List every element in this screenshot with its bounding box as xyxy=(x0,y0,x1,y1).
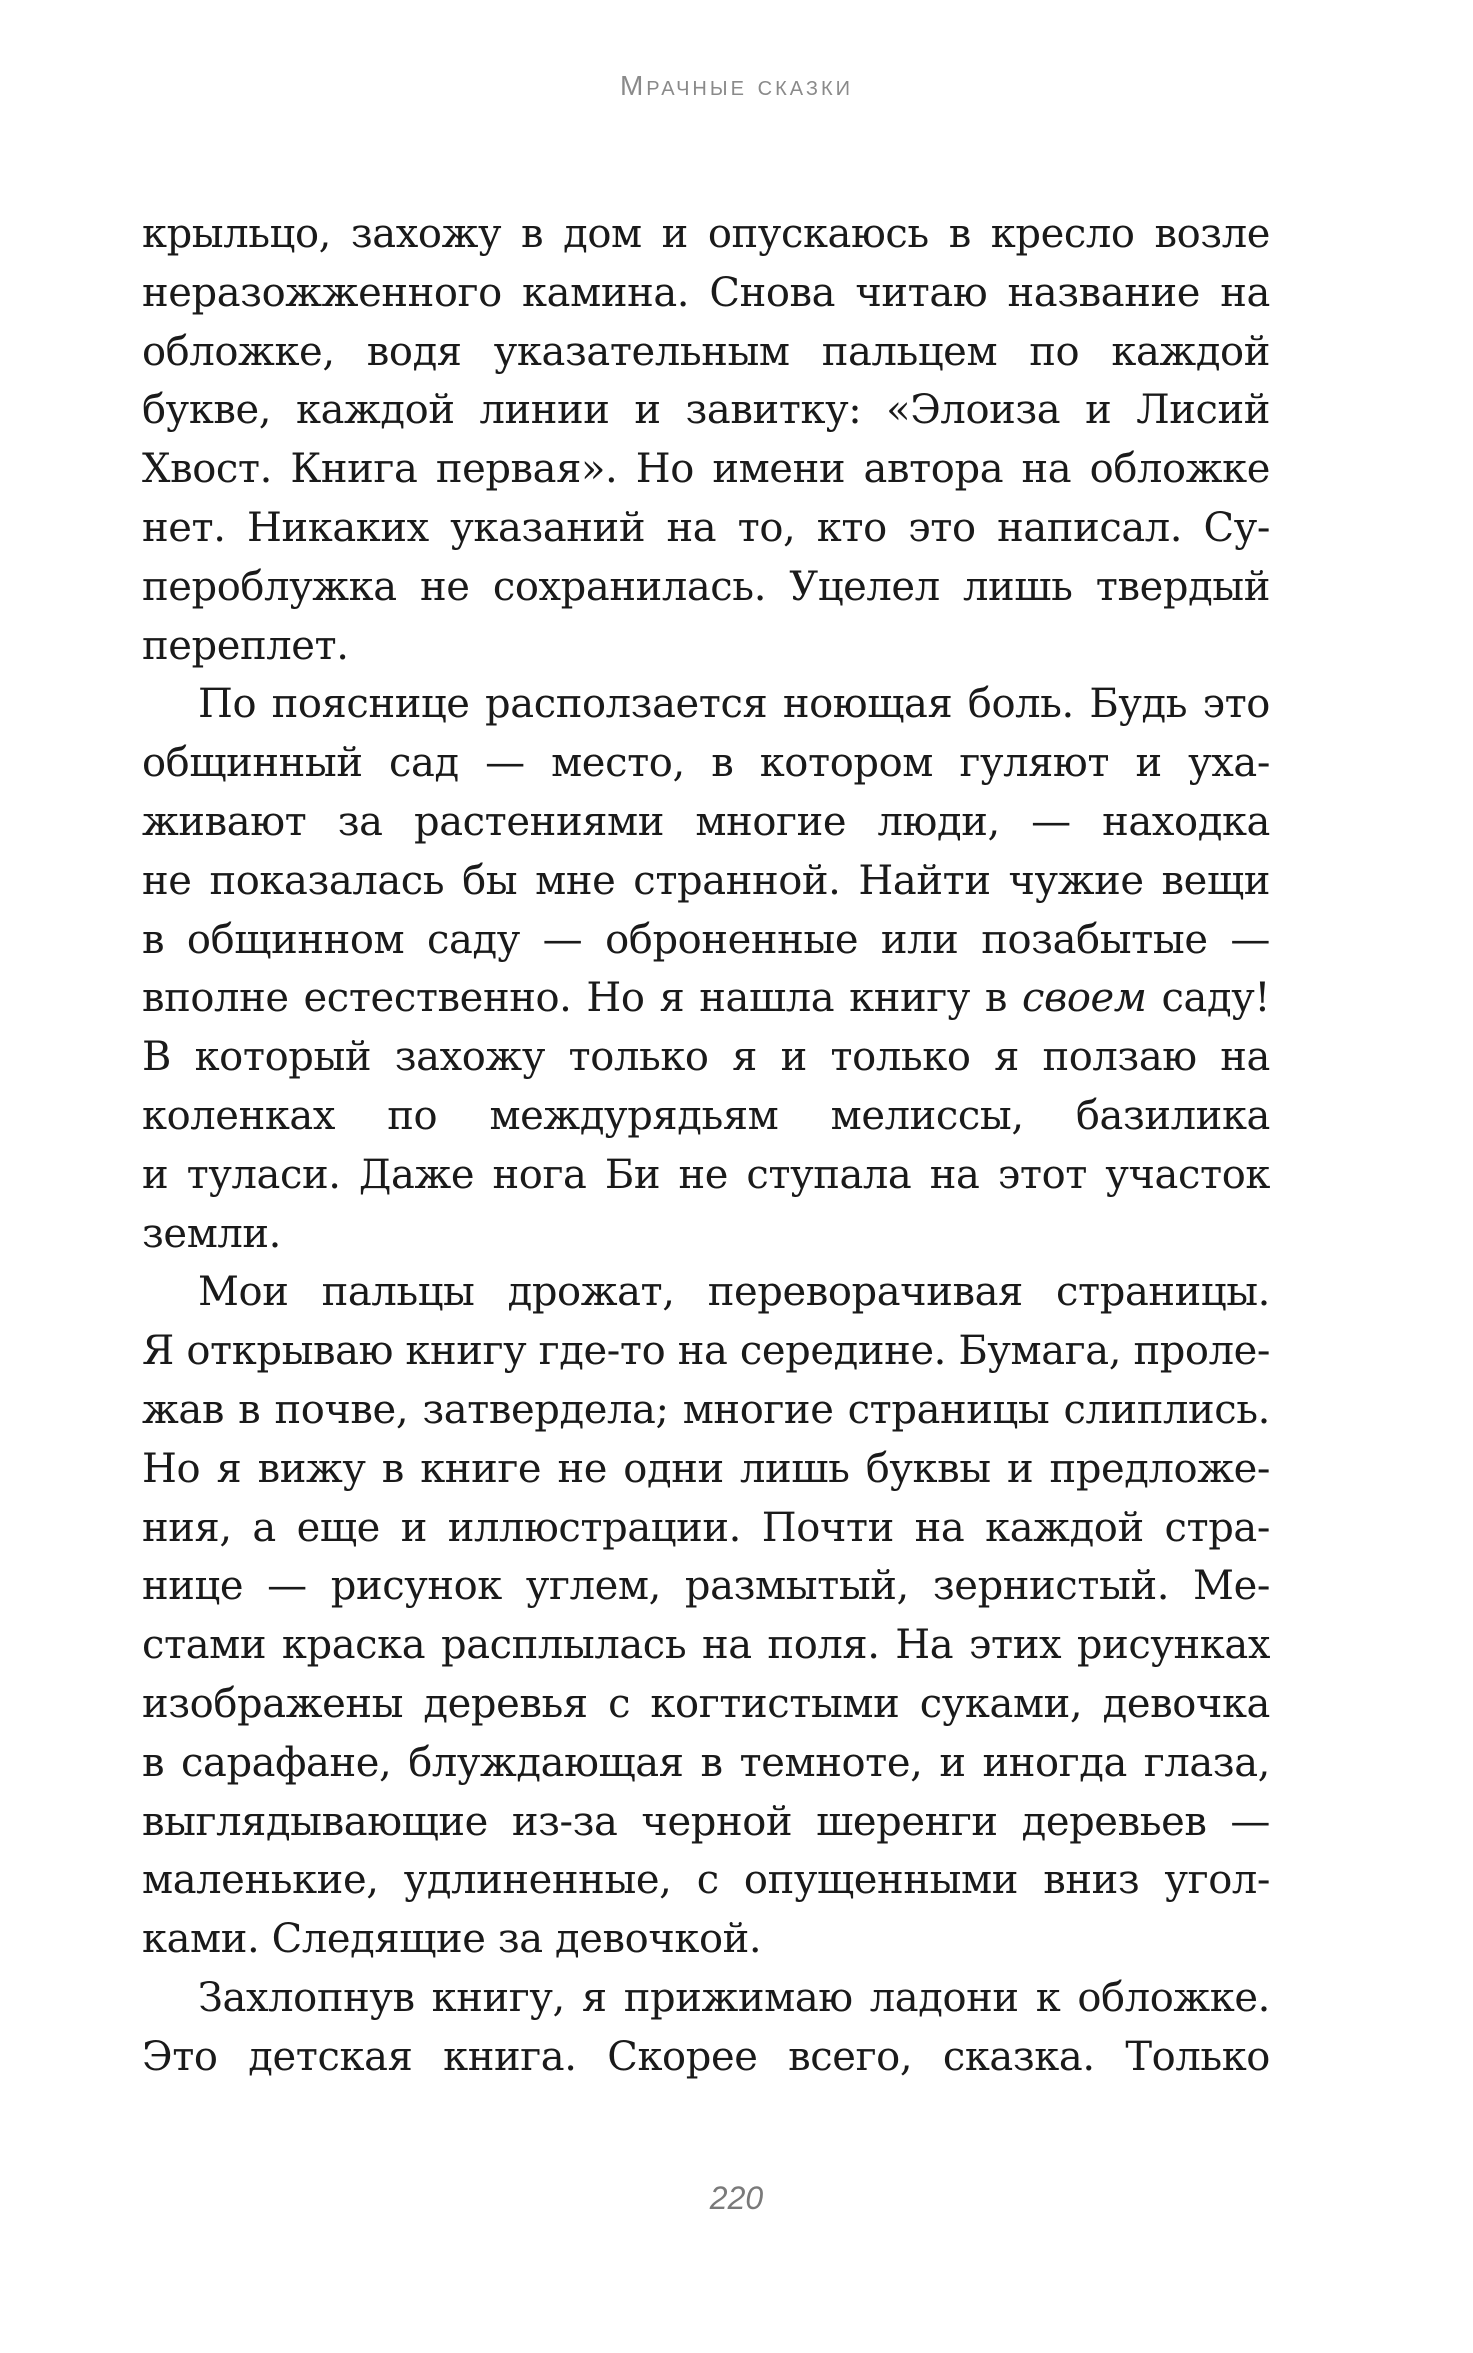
text-line: букве, каждой линии и завитку: «Элоиза и Лисий xyxy=(142,387,1270,434)
text-line: земли. xyxy=(142,1210,281,1257)
text-line: По пояснице расползается ноющая боль. Будь это xyxy=(198,681,1270,728)
text-line: живают за растениями многие люди, — находка xyxy=(142,798,1270,845)
text-line: коленках по междурядьям мелиссы, базилика xyxy=(142,1092,1270,1139)
text-line: изображены деревья с когтистыми суками, девочка xyxy=(142,1680,1270,1727)
text-line: маленькие, удлиненные, с опущенными вниз угол- xyxy=(142,1857,1270,1904)
text-line: Мои пальцы дрожат, переворачивая страницы. xyxy=(198,1269,1270,1316)
text-line: неразожженного камина. Снова читаю название на xyxy=(142,269,1270,316)
text-line: Это детская книга. Скорее всего, сказка. Только xyxy=(142,2033,1270,2080)
text-line: жав в почве, затвердела; многие страницы слиплись. xyxy=(142,1386,1270,1433)
running-title: Мрачные сказки xyxy=(619,70,853,101)
text-line: обложке, водя указательным пальцем по каждой xyxy=(142,328,1270,375)
text-line: крыльцо, захожу в дом и опускаюсь в кресло возле xyxy=(142,211,1270,257)
text-line: в общинном саду — оброненные или позабытые — xyxy=(142,916,1270,963)
text-line: стами краска расплылась на поля. На этих рисунках xyxy=(142,1622,1270,1669)
text-line: пероблужка не сохранилась. Уцелел лишь твердый xyxy=(142,563,1270,610)
text-line: вполне естественно. Но я нашла книгу в своем саду! xyxy=(142,975,1271,1022)
body-text xyxy=(142,205,1270,2087)
text-line: В который захожу только я и только я ползаю на xyxy=(142,1034,1270,1081)
text-line: Я открываю книгу где-то на середине. Бумага, проле- xyxy=(142,1328,1270,1375)
text-line: общинный сад — место, в котором гуляют и уха- xyxy=(142,740,1270,787)
page-number: 220 xyxy=(709,2180,764,2216)
text-line: Захлопнув книгу, я прижимаю ладони к обложке. xyxy=(198,1974,1270,2021)
text-line: ния, а еще и иллюстрации. Почти на каждой стра- xyxy=(142,1504,1270,1551)
text-line: и туласи. Даже нога Би не ступала на этот участок xyxy=(142,1151,1270,1198)
emphasis: своем xyxy=(1021,975,1147,1022)
text-line: выглядывающие из-за черной шеренги деревьев — xyxy=(142,1798,1270,1845)
text-line: ками. Следящие за девочкой. xyxy=(142,1916,762,1963)
text-line: Хвост. Книга первая». Но имени автора на обложке xyxy=(142,446,1270,493)
text-line: Но я вижу в книге не одни лишь буквы и предложе- xyxy=(142,1445,1270,1492)
text-line: не показалась бы мне странной. Найти чужие вещи xyxy=(142,857,1270,904)
text-line: переплет. xyxy=(142,622,349,669)
text-line: в сарафане, блуждающая в темноте, и иногда глаза, xyxy=(142,1739,1270,1786)
text-line: нет. Никаких указаний на то, кто это написал. Су- xyxy=(142,504,1270,551)
text-line: нице — рисунок углем, размытый, зернистый. Ме- xyxy=(142,1563,1270,1610)
